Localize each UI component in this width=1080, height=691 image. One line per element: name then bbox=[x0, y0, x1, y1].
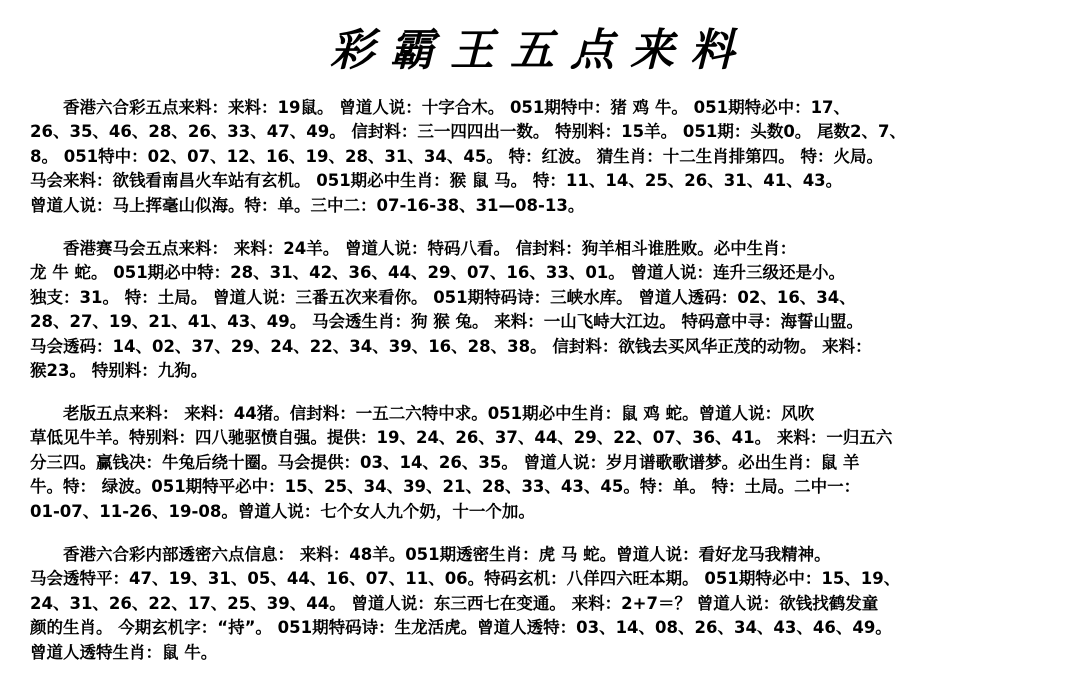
page-title: 彩霸王五点来料 bbox=[330, 25, 750, 76]
section-old-version: 老版五点来料： 来料：44猪。信封料：一五二六特中求。051期必中生肖：鼠 鸡 蛇。曾道人说：风吹 草低见牛羊。特别料：四八驰驱愤自强。提供：19、24、26、37、44、29、22、07、36、41。 来料：一归五六 分三四。赢钱决：牛兔后绕十圈。马会提供：03、14、26、35。 曾道人说：岁月谱歌歌谱梦。必出生肖：鼠 羊 牛。特： 绿波。051期特平必中：15、25、34、39、21、28、33、43、45。特：单。 特：土局。二中一： 01-07、11-26、19-08。曾道人说：七个女人九个奶，十一个加。 bbox=[30, 404, 893, 521]
section-internal-info: 香港六合彩内部透密六点信息： 来料：48羊。051期透密生肖：虎 马 蛇。曾道人说：看好龙马我精神。 马会透特平：47、19、31、05、44、16、07、11、06。特码玄机：八佯四六旺本期。 051期特必中：15、19、 24、31、26、22、17、25、39、44。 曾道人说：东三西七在变通。 来料：2+7＝？ 曾道人说：欲钱找鹤发童 颜的生肖。 今期玄机字：“持”。 051期特码诗：生龙活虎。曾道人透特：03、14、08、26、34、43、46、49。 曾道人透特生肖：鼠 牛。 bbox=[30, 545, 901, 662]
section-hk-jockey-club: 香港赛马会五点来料： 来料：24羊。 曾道人说：特码八看。 信封料：狗羊相斗谁胜败。必中生肖： 龙 牛 蛇。 051期必中特：28、31、42、36、44、29、07、16、33、01。 曾道人说：连升三级还是小。 独支：31。 特：土局。 曾道人说：三番五次来看你。 051期特码诗：三峡水库。 曾道人透码：02、16、34、 28、27、19、21、41、43、49。 马会透生肖：狗 猴 兔。 来料：一山飞峙大江边。 特码意中寻：海誓山盟。 马会透码：14、02、37、29、24、22、34、39、16、28、38。 信封料：欲钱去买风华正茂的动物。 来料： 猴23。 特别料：九狗。 bbox=[30, 239, 872, 381]
section-hk-lottery: 香港六合彩五点来料：来料：19鼠。 曾道人说：十字合木。 051期特中：猪 鸡 牛。 051期特必中：17、 26、35、46、28、26、33、47、49。 信封料：三一四四出一数。 特别料：15羊。 051期：头数0。 尾数2、7、 8。 051特中：02、07、12、16、19、28、31、34、45。 特：红波。 猜生肖：十二生肖排第四。 特：火局。 马会来料：欲钱看南昌火车站有玄机。 051期必中生肖：猴 鼠 马。 特：11、14、25、26、31、41、43。 曾道人说：马上挥毫山似海。特：单。三中二：07-16-38、31—08-13。 bbox=[30, 98, 907, 215]
